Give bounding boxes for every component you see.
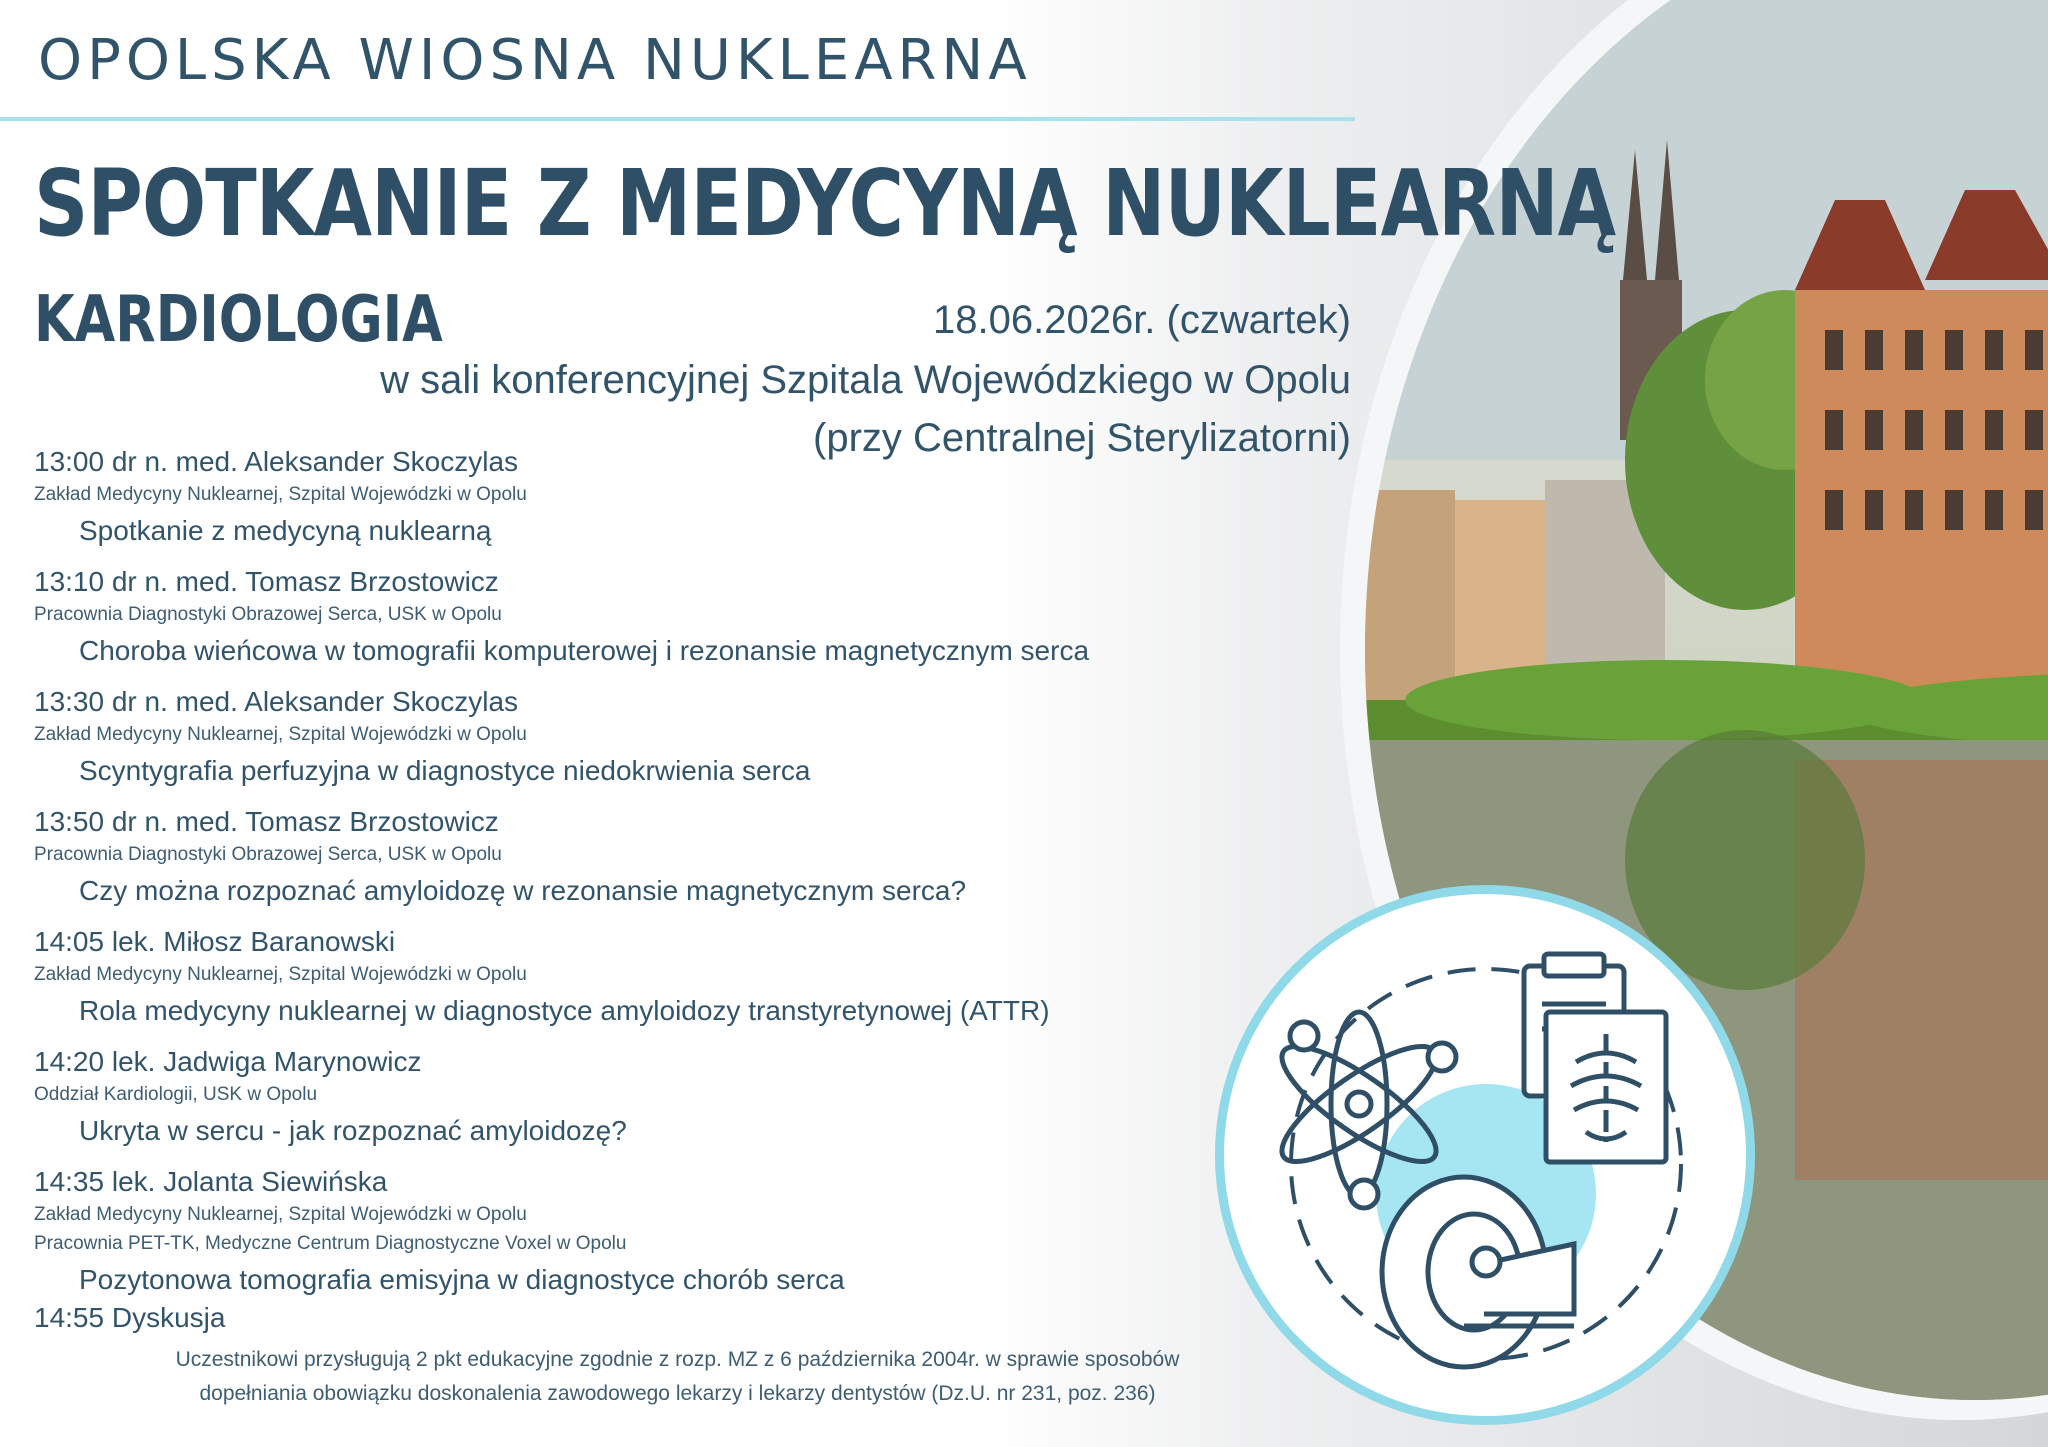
program-item	[34, 805, 1334, 925]
program-affiliation: Oddział Kardiologii, USK w Opolu	[34, 1084, 318, 1105]
program-item	[34, 925, 1334, 1045]
cme-note-line-2: dopełniania obowiązku doskonalenia zawodowego lekarzy i lekarzy dentystów (Dz.U. nr 231, poz. 236)	[199, 1382, 1156, 1405]
program-talk-title: Choroba wieńcowa w tomografii komputerowej i rezonansie magnetycznym serca	[79, 635, 1090, 666]
program-affiliation: Zakład Medycyny Nuklearnej, Szpital Wojewódzki w Opolu	[34, 1204, 527, 1225]
program-affiliation: Pracownia Diagnostyki Obrazowej Serca, USK w Opolu	[34, 604, 502, 625]
main-title: SPOTKANIE Z MEDYCYNĄ NUKLEARNĄ	[34, 150, 1616, 257]
program-talk-title: Rola medycyny nuklearnej w diagnostyce amyloidozy transtyretynowej (ATTR)	[79, 995, 1050, 1026]
program-affiliation: Zakład Medycyny Nuklearnej, Szpital Wojewódzki w Opolu	[34, 484, 527, 505]
program-time-speaker: 13:30 dr n. med. Aleksander Skoczylas	[34, 686, 519, 717]
cme-points-note	[110, 1343, 1245, 1411]
xray-icon	[1546, 1012, 1666, 1162]
program-time-speaker: 13:10 dr n. med. Tomasz Brzostowicz	[34, 566, 499, 597]
program-item	[34, 685, 1334, 805]
series-title: OPOLSKA WIOSNA NUKLEARNA	[38, 28, 1032, 93]
program-discussion: 14:55 Dyskusja	[34, 1302, 226, 1333]
program-item	[34, 445, 1334, 565]
program-talk-title: Pozytonowa tomografia emisyjna w diagnostyce chorób serca	[79, 1264, 845, 1295]
program-item	[34, 1045, 1334, 1165]
title-divider	[0, 117, 1355, 121]
event-venue-note: (przy Centralnej Sterylizatorni)	[813, 416, 1351, 460]
program-item	[34, 565, 1334, 685]
program-time-speaker: 14:35 lek. Jolanta Siewińska	[34, 1166, 388, 1197]
program-affiliation: Pracownia PET-TK, Medyczne Centrum Diagnostyczne Voxel w Opolu	[34, 1233, 627, 1254]
program-time-speaker: 13:50 dr n. med. Tomasz Brzostowicz	[34, 806, 499, 837]
program-item	[34, 1165, 1334, 1314]
program-talk-title: Czy można rozpoznać amyloidozę w rezonansie magnetycznym serca?	[79, 875, 967, 906]
program-talk-title: Ukryta w sercu - jak rozpoznać amyloidozę?	[79, 1115, 627, 1146]
program-affiliation: Zakład Medycyny Nuklearnej, Szpital Wojewódzki w Opolu	[34, 724, 527, 745]
program-list	[34, 445, 1334, 1314]
program-affiliation: Zakład Medycyny Nuklearnej, Szpital Wojewódzki w Opolu	[34, 964, 527, 985]
event-venue: w sali konferencyjnej Szpitala Wojewódzkiego w Opolu	[380, 358, 1351, 402]
program-time-speaker: 14:05 lek. Miłosz Baranowski	[34, 926, 396, 957]
event-date: 18.06.2026r. (czwartek)	[933, 298, 1351, 342]
program-affiliation: Pracownia Diagnostyki Obrazowej Serca, USK w Opolu	[34, 844, 502, 865]
program-time-speaker: 14:20 lek. Jadwiga Marynowicz	[34, 1046, 422, 1077]
program-time-speaker: 13:00 dr n. med. Aleksander Skoczylas	[34, 446, 519, 477]
program-talk-title: Spotkanie z medycyną nuklearną	[79, 515, 492, 546]
subtitle: KARDIOLOGIA	[34, 283, 443, 357]
cme-note-line-1: Uczestnikowi przysługują 2 pkt edukacyjne zgodnie z rozp. MZ z 6 października 2004r. w sprawie sposobów	[175, 1348, 1180, 1371]
program-talk-title: Scyntygrafia perfuzyjna w diagnostyce niedokrwienia serca	[79, 755, 811, 786]
